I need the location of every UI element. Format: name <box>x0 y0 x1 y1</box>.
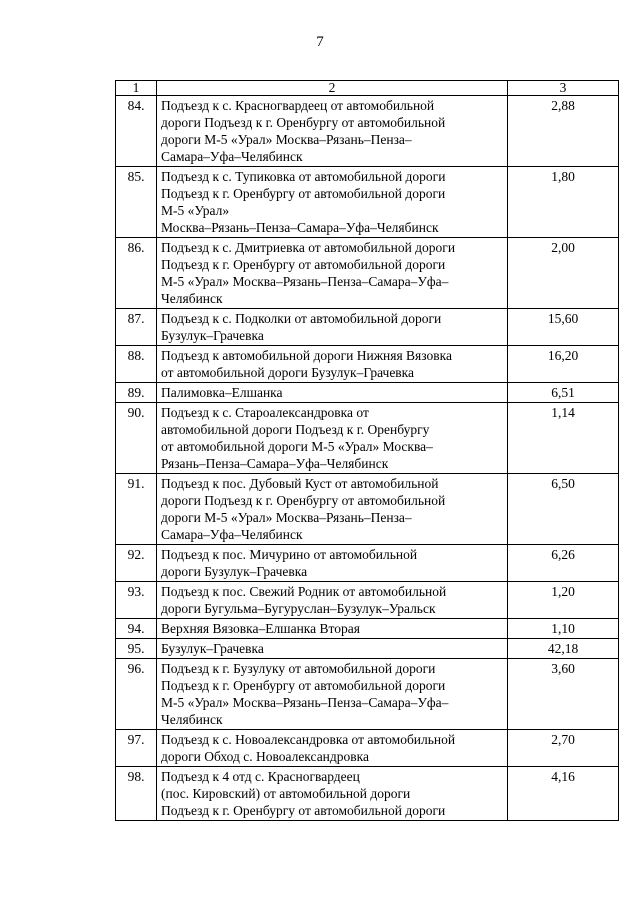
road-name-line: дороги Подъезд к г. Оренбургу от автомобильной <box>161 493 446 508</box>
road-name-line: дороги Бугульма–Бугуруслан–Бузулук–Уральск <box>161 601 436 616</box>
column-header-3: 3 <box>508 81 619 96</box>
road-name <box>157 403 508 474</box>
table-body <box>116 96 619 821</box>
row-number: 88. <box>116 346 157 383</box>
road-name <box>157 659 508 730</box>
road-name-line: Самара–Уфа–Челябинск <box>161 149 303 164</box>
table-row <box>116 474 619 545</box>
road-name-line: Подъезд к с. Красногвардеец от автомобильной <box>161 98 435 113</box>
road-name-line: Челябинск <box>161 291 223 306</box>
road-name <box>157 619 508 639</box>
road-name-line: Подъезд к пос. Свежий Родник от автомобильной <box>161 584 447 599</box>
row-number: 85. <box>116 167 157 238</box>
page-number: 7 <box>316 34 324 50</box>
road-name-line: Бузулук–Грачевка <box>161 641 264 656</box>
road-name <box>157 346 508 383</box>
row-number: 91. <box>116 474 157 545</box>
road-name-line: Подъезд к 4 отд с. Красногвардеец <box>161 769 360 784</box>
road-length: 1,14 <box>508 403 619 474</box>
road-length: 1,20 <box>508 582 619 619</box>
table-row <box>116 545 619 582</box>
road-name <box>157 639 508 659</box>
road-name-line: дороги Бузулук–Грачевка <box>161 564 308 579</box>
road-name <box>157 383 508 403</box>
row-number: 97. <box>116 730 157 767</box>
table-row <box>116 346 619 383</box>
road-name-line: М-5 «Урал» Москва–Рязань–Пенза–Самара–Уфа– <box>161 695 449 710</box>
row-number: 84. <box>116 96 157 167</box>
table-row <box>116 582 619 619</box>
table-header-row <box>116 81 619 96</box>
road-name-line: Подъезд к г. Оренбургу от автомобильной дороги <box>161 257 446 272</box>
road-name-line: Подъезд к автомобильной дороги Нижняя Вязовка <box>161 348 452 363</box>
road-name-line: М-5 «Урал» <box>161 203 230 218</box>
column-header-1: 1 <box>116 81 157 96</box>
road-length: 1,10 <box>508 619 619 639</box>
row-number: 93. <box>116 582 157 619</box>
row-number: 98. <box>116 767 157 821</box>
road-length: 3,60 <box>508 659 619 730</box>
road-name-line: Подъезд к г. Оренбургу от автомобильной дороги <box>161 186 446 201</box>
table-row <box>116 238 619 309</box>
road-name-line: от автомобильной дороги М-5 «Урал» Москва– <box>161 439 433 454</box>
table-row <box>116 659 619 730</box>
road-name-line: от автомобильной дороги Бузулук–Грачевка <box>161 365 415 380</box>
table-row <box>116 767 619 821</box>
column-header-2: 2 <box>157 81 508 96</box>
road-length: 16,20 <box>508 346 619 383</box>
road-name <box>157 309 508 346</box>
road-name-line: Подъезд к пос. Дубовый Куст от автомобильной <box>161 476 439 491</box>
road-name-line: Подъезд к г. Оренбургу от автомобильной дороги <box>161 803 446 818</box>
road-name-line: Москва–Рязань–Пенза–Самара–Уфа–Челябинск <box>161 220 439 235</box>
table-row <box>116 167 619 238</box>
road-name-line: Подъезд к с. Новоалександровка от автомобильной <box>161 732 456 747</box>
row-number: 95. <box>116 639 157 659</box>
row-number: 92. <box>116 545 157 582</box>
road-name-line: Палимовка–Елшанка <box>161 385 283 400</box>
road-name-line: Подъезд к с. Дмитриевка от автомобильной дороги <box>161 240 456 255</box>
road-length: 1,80 <box>508 167 619 238</box>
road-name <box>157 167 508 238</box>
road-name-line: автомобильной дороги Подъезд к г. Оренбургу <box>161 422 430 437</box>
road-name-line: Подъезд к пос. Мичурино от автомобильной <box>161 547 418 562</box>
road-length: 2,70 <box>508 730 619 767</box>
road-name-line: Подъезд к с. Подколки от автомобильной дороги <box>161 311 442 326</box>
road-name-line: Челябинск <box>161 712 223 727</box>
road-name-line: Подъезд к с. Староалександровка от <box>161 405 369 420</box>
table-row <box>116 96 619 167</box>
road-name <box>157 767 508 821</box>
road-name-line: дороги М-5 «Урал» Москва–Рязань–Пенза– <box>161 132 412 147</box>
table-row <box>116 619 619 639</box>
road-name <box>157 730 508 767</box>
road-length: 4,16 <box>508 767 619 821</box>
road-name-line: Подъезд к с. Тупиковка от автомобильной дороги <box>161 169 446 184</box>
row-number: 87. <box>116 309 157 346</box>
road-name-line: М-5 «Урал» Москва–Рязань–Пенза–Самара–Уфа– <box>161 274 449 289</box>
road-name <box>157 582 508 619</box>
table-row <box>116 309 619 346</box>
road-name <box>157 545 508 582</box>
row-number: 89. <box>116 383 157 403</box>
road-length: 15,60 <box>508 309 619 346</box>
road-name-line: Подъезд к г. Бузулуку от автомобильной дороги <box>161 661 436 676</box>
road-name <box>157 238 508 309</box>
roads-table <box>115 80 619 821</box>
road-name-line: дороги Подъезд к г. Оренбургу от автомобильной <box>161 115 446 130</box>
road-length: 2,00 <box>508 238 619 309</box>
row-number: 90. <box>116 403 157 474</box>
table-row <box>116 383 619 403</box>
road-name-line: дороги Обход с. Новоалександровка <box>161 749 369 764</box>
road-length: 6,50 <box>508 474 619 545</box>
table-row <box>116 639 619 659</box>
road-name-line: Самара–Уфа–Челябинск <box>161 527 303 542</box>
road-name-line: дороги М-5 «Урал» Москва–Рязань–Пенза– <box>161 510 412 525</box>
table-row <box>116 730 619 767</box>
road-length: 6,51 <box>508 383 619 403</box>
road-name-line: Подъезд к г. Оренбургу от автомобильной дороги <box>161 678 446 693</box>
row-number: 94. <box>116 619 157 639</box>
road-length: 6,26 <box>508 545 619 582</box>
road-name-line: (пос. Кировский) от автомобильной дороги <box>161 786 411 801</box>
road-name-line: Бузулук–Грачевка <box>161 328 264 343</box>
road-length: 2,88 <box>508 96 619 167</box>
road-name-line: Рязань–Пенза–Самара–Уфа–Челябинск <box>161 456 389 471</box>
road-name <box>157 474 508 545</box>
row-number: 96. <box>116 659 157 730</box>
road-length: 42,18 <box>508 639 619 659</box>
road-name-line: Верхняя Вязовка–Елшанка Вторая <box>161 621 360 636</box>
row-number: 86. <box>116 238 157 309</box>
table-row <box>116 403 619 474</box>
road-name <box>157 96 508 167</box>
